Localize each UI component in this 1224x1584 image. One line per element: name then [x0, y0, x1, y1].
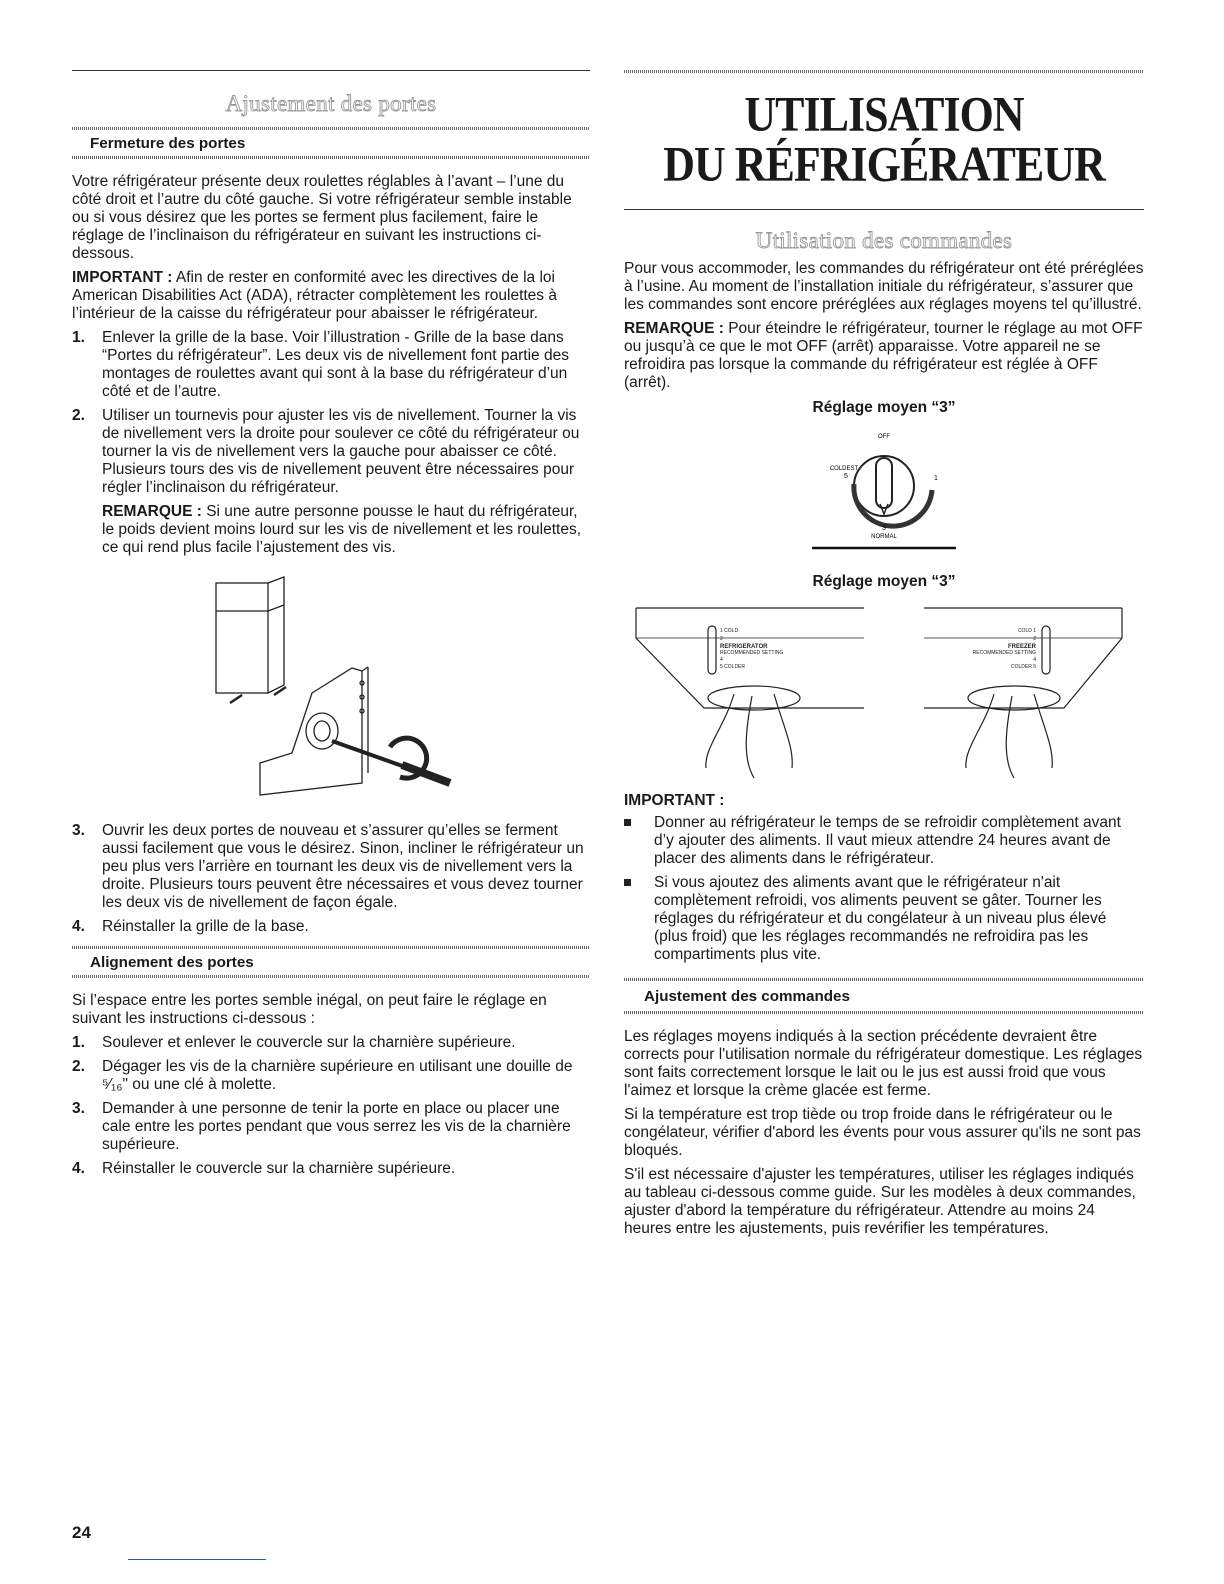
panel-right-2: 2 — [1033, 636, 1036, 642]
figure-caption: Réglage moyen “3” — [812, 573, 956, 590]
alignment-steps — [72, 1034, 590, 1178]
panel-right-4: 4 — [1033, 657, 1036, 663]
page-number: 24 — [72, 1523, 91, 1542]
list-item — [72, 822, 590, 912]
dial-five-label: 5 — [844, 473, 848, 480]
important-label: IMPORTANT : — [72, 269, 173, 286]
closing-steps-a — [72, 329, 590, 557]
control-panel-illustration — [624, 598, 1144, 788]
divider — [72, 946, 590, 949]
subsection-heading-alignment: Alignement des portes — [90, 954, 254, 971]
alignment-intro: Si l’espace entre les portes semble inégal, on peut faire le réglage en suivant les instructions ci-dessous : — [72, 992, 547, 1027]
divider — [72, 127, 590, 130]
section-title: Utilisation des commandes — [755, 228, 1013, 253]
list-item — [72, 1034, 590, 1052]
top-rule — [624, 70, 1144, 73]
panel-left-recommended: RECOMMENDED SETTING — [720, 650, 784, 656]
step-number: 4. — [72, 1160, 85, 1177]
section-title: Ajustement des portes — [225, 91, 437, 116]
step-text: Demander à une personne de tenir la porte en place ou placer une cale entre les portes pendant que vous serrez les vis de la charnière supérieure. — [102, 1100, 571, 1153]
list-item — [72, 918, 590, 936]
title-rule — [624, 209, 1144, 210]
closing-intro: Votre réfrigérateur présente deux roulettes réglables à l’avant – l’une du côté droit et l’autre du côté gauche. Si votre réfrigérateur semble instable ou si vous désirez que les portes se ferment plus facilement, faire le réglage de l’inclinaison du réfrigérateur en suivant les instructions ci-dessous. — [72, 173, 572, 262]
list-item — [624, 814, 1144, 868]
step-text: Enlever la grille de la base. Voir l’illustration - Grille de la base dans “Portes du réfrigérateur”. Les deux vis de nivellement font partie des montages de roulettes avant qui sont à la base du réfrigérateur d’un côté et de l’autre. — [102, 329, 569, 400]
closing-note — [102, 503, 590, 557]
top-rule — [72, 70, 590, 71]
step-text: Soulever et enlever le couvercle sur la charnière supérieure. — [102, 1034, 516, 1051]
subsection-heading-closing: Fermeture des portes — [90, 135, 246, 152]
panel-left-4: 4 — [720, 657, 723, 663]
left-column — [72, 70, 590, 1184]
note-text: Si une autre personne pousse le haut du réfrigérateur, le poids devient moins lourd sur les vis de nivellement et les roulettes, ce qui rend plus facile l’ajustement des vis. — [102, 503, 582, 556]
page-title-line2: DU RÉFRIGÉRATEUR — [663, 137, 1105, 192]
important-text: Afin de rester en conformité avec les directives de la loi American Disabilities Act (ADA), rétracter complètement les roulettes à l’intérieur de la caisse du réfrigérateur pour abaisser le réfrigérateur. — [72, 269, 557, 322]
dial-off-label: OFF — [878, 434, 890, 440]
controls-intro: Pour vous accommoder, les commandes du réfrigérateur ont été préréglées à l’usine. Au moment de l’installation initiale du réfrigérateur, s’assurer que les commandes sont encore préréglées aux réglages moyens tel qu’illustré. — [624, 260, 1144, 313]
figure-caption: Réglage moyen “3” — [812, 399, 956, 416]
list-item — [72, 1100, 590, 1154]
divider — [72, 156, 590, 159]
adjust-p2: Si la température est trop tiède ou trop froide dans le réfrigérateur ou le congélateur, vérifier d'abord les évents pour vous assurer qu'ils ne sont pas bloqués. — [624, 1106, 1141, 1159]
list-item — [72, 407, 590, 557]
dial-coldest-label: COLDEST — [829, 466, 859, 472]
step-number: 1. — [72, 329, 85, 346]
panel-left-cold: 1 COLD — [720, 628, 739, 634]
closing-steps-b — [72, 822, 590, 936]
dial-one-label: 1 — [934, 475, 938, 482]
important-label: IMPORTANT : — [624, 792, 725, 809]
step-number: 3. — [72, 1100, 85, 1117]
list-item — [72, 1160, 590, 1178]
subsection-heading-adjust: Ajustement des commandes — [644, 988, 850, 1005]
square-bullet-icon — [624, 819, 631, 826]
dial-knob — [876, 458, 892, 508]
leveling-screw-illustration — [212, 573, 472, 808]
note-label: REMARQUE : — [624, 320, 724, 337]
step-number: 4. — [72, 918, 85, 935]
panel-left-2: 2 — [720, 636, 723, 642]
step-number: 2. — [72, 407, 85, 424]
panel-left-refrigerator: REFRIGERATOR — [720, 644, 768, 650]
adjust-p1: Les réglages moyens indiqués à la section précédente devraient être corrects pour l'utilisation normale du réfrigérateur domestique. Les réglages sont faits correctement lorsque le lait ou le jus est aussi froid que vous l'aimez et lorsque la crème glacée est ferme. — [624, 1028, 1143, 1099]
list-item — [72, 1058, 590, 1094]
step-text: Réinstaller le couvercle sur la charnière supérieure. — [102, 1160, 456, 1177]
square-bullet-icon — [624, 879, 631, 886]
step-text: Réinstaller la grille de la base. — [102, 918, 309, 935]
list-item — [624, 874, 1144, 964]
step-text: Utiliser un tournevis pour ajuster les vis de nivellement. Tourner la vis de nivellement vers la droite pour soulever ce côté du réfrigérateur ou tourner la vis de nivellement vers la gauche pour abaisser ce côté. Plusieurs tours des vis de nivellement peuvent être nécessaires pour régler l’inclinaison du réfrigérateur. — [102, 407, 580, 496]
bullet-text: Donner au réfrigérateur le temps de se refroidir complètement avant d’y ajouter des aliments. Il vaut mieux attendre 24 heures avant de placer des aliments dans le réfrigérateur. — [654, 814, 1121, 867]
panel-right-cold: COLD 1 — [1017, 628, 1036, 634]
step-text: Dégager les vis de la charnière supérieure en utilisant une douille de ⁵⁄₁₆" ou une clé à molette. — [102, 1058, 573, 1093]
controls-note — [624, 320, 1144, 392]
divider — [624, 978, 1144, 981]
note-label: REMARQUE : — [102, 503, 202, 520]
panel-right-recommended: RECOMMENDED SETTING — [972, 650, 1036, 656]
divider — [72, 975, 590, 978]
right-column — [624, 70, 1144, 1244]
footer-line — [128, 1559, 266, 1560]
bullet-text: Si vous ajoutez des aliments avant que le réfrigérateur n'ait complètement refroidi, vos aliments peuvent se gâter. Tourner les réglages du réfrigérateur et du congélateur à un niveau plus élevé (plus froid) que les réglages recommandés ne refroidira pas les compartiments plus vite. — [654, 874, 1107, 963]
control-dial-illustration — [784, 424, 984, 564]
list-item — [72, 329, 590, 401]
panel-right-colder: COLDER 5 — [1010, 664, 1036, 670]
important-bullets — [624, 814, 1144, 964]
page-title-line1: UTILISATION — [744, 87, 1024, 142]
note-text: Pour éteindre le réfrigérateur, tourner le réglage au mot OFF ou jusqu’à ce que le mot OFF (arrêt) apparaisse. Votre appareil ne se refroidira pas lorsque la commande du réfrigérateur est réglée à OFF (arrêt). — [624, 320, 1143, 391]
step-number: 1. — [72, 1034, 85, 1051]
adjust-p3: S'il est nécessaire d'ajuster les températures, utiliser les réglages indiqués au tableau ci-dessous comme guide. Sur les modèles à deux commandes, ajuster d'abord la température du réfrigérateur. Attendre au moins 24 heures entre les ajustements, puis revérifier les températures. — [624, 1166, 1136, 1237]
dial-three-label: 3 — [882, 525, 886, 532]
step-number: 3. — [72, 822, 85, 839]
divider — [624, 1011, 1144, 1014]
dial-normal-label: NORMAL — [871, 534, 897, 540]
step-text: Ouvrir les deux portes de nouveau et s’assurer qu’elles se ferment aussi facilement que vous le désirez. Sinon, incliner le réfrigérateur un peu plus vers l’arrière en tournant les deux vis de nivellement vers la droite. Plusieurs tours peuvent être nécessaires et vous devez tourner les deux vis de nivellement de façon égale. — [102, 822, 584, 911]
closing-important — [72, 269, 590, 323]
panel-left-colder: 5 COLDER — [720, 664, 746, 670]
panel-right-freezer: FREEZER — [1007, 644, 1036, 650]
step-number: 2. — [72, 1058, 85, 1075]
